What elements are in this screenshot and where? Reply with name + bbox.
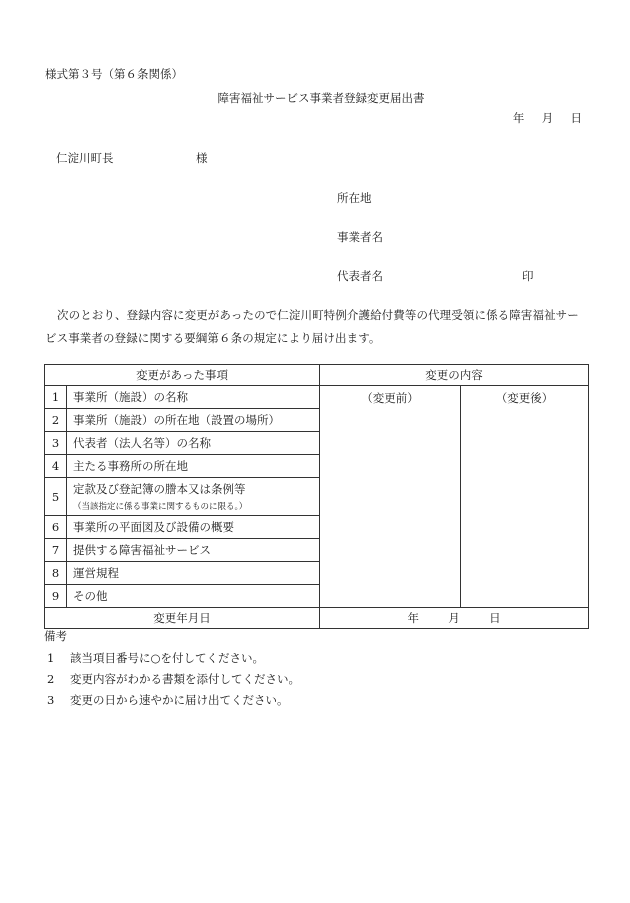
row-number: 6: [45, 516, 67, 539]
recipient-honorific: 様: [196, 151, 208, 165]
footer-day-label: 日: [489, 611, 501, 625]
date-year-label: 年: [512, 111, 525, 125]
row-number: 8: [45, 562, 67, 585]
remark-text: 変更内容がわかる書類を添付してください。: [70, 672, 300, 686]
declaration-text: 次のとおり、登録内容に変更があったので仁淀川町特例介護給付費等の代理受領に係る障害福祉サービス事業者の登録に関する要綱第６条の規定により届け出ます。: [45, 308, 579, 345]
remark-text: 該当項目番号に○を付してください。: [70, 651, 265, 665]
after-change-cell: （変更後）: [461, 386, 589, 608]
row-label: 事業所（施設）の名称: [67, 386, 320, 409]
date-month-label: 月: [541, 111, 554, 125]
header-changed-items: 変更があった事項: [45, 365, 320, 386]
header-change-content: 変更の内容: [320, 365, 589, 386]
row-number: 1: [45, 386, 67, 409]
row-number: 9: [45, 585, 67, 608]
table-header-row: [45, 365, 589, 386]
row-number: 5: [45, 478, 67, 516]
row-label: 事業所（施設）の所在地（設置の場所）: [67, 409, 320, 432]
recipient-name: 仁淀川町長: [56, 151, 114, 165]
document-title: 障害福祉サービス事業者登録変更届出書: [217, 91, 425, 105]
remark-text: 変更の日から速やかに届け出てください。: [70, 693, 289, 707]
row-label-main: 定款及び登記簿の謄本又は条例等: [73, 482, 246, 496]
seal-mark: 印: [522, 269, 534, 283]
row-label: その他: [67, 585, 320, 608]
remark-item: [47, 692, 289, 708]
form-number: 様式第３号（第６条関係）: [45, 67, 183, 81]
row-label: [67, 478, 320, 516]
before-change-cell: （変更前）: [320, 386, 461, 608]
table-row: [45, 386, 589, 409]
applicant-address-label: 所在地: [337, 191, 372, 205]
remark-number: 2: [47, 672, 55, 686]
row-number: 7: [45, 539, 67, 562]
footer-year-label: 年: [407, 611, 419, 625]
row-label: 提供する障害福祉サービス: [67, 539, 320, 562]
row-label: 運営規程: [67, 562, 320, 585]
row-number: 2: [45, 409, 67, 432]
applicant-business-label: 事業者名: [337, 230, 383, 244]
applicant-representative-label: 代表者名: [337, 269, 383, 283]
change-date-label: 変更年月日: [45, 608, 320, 629]
remark-item: [47, 671, 300, 687]
remark-number: 3: [47, 693, 55, 707]
row-number: 4: [45, 455, 67, 478]
changes-table: [44, 364, 589, 629]
remark-item: [47, 650, 264, 666]
submission-date: [513, 110, 582, 126]
footer-month-label: 月: [448, 611, 460, 625]
row-label: 代表者（法人名等）の名称: [67, 432, 320, 455]
remarks-title: 備考: [44, 629, 67, 643]
row-label: 主たる事務所の所在地: [67, 455, 320, 478]
table-footer-row: [45, 608, 589, 629]
row-number: 3: [45, 432, 67, 455]
date-day-label: 日: [570, 111, 582, 125]
row-label-note: （当該指定に係る事業に関するものに限る。）: [73, 502, 248, 512]
recipient: [56, 150, 208, 166]
remark-number: 1: [47, 651, 55, 665]
row-label: 事業所の平面図及び設備の概要: [67, 516, 320, 539]
change-date-value: [320, 608, 589, 629]
